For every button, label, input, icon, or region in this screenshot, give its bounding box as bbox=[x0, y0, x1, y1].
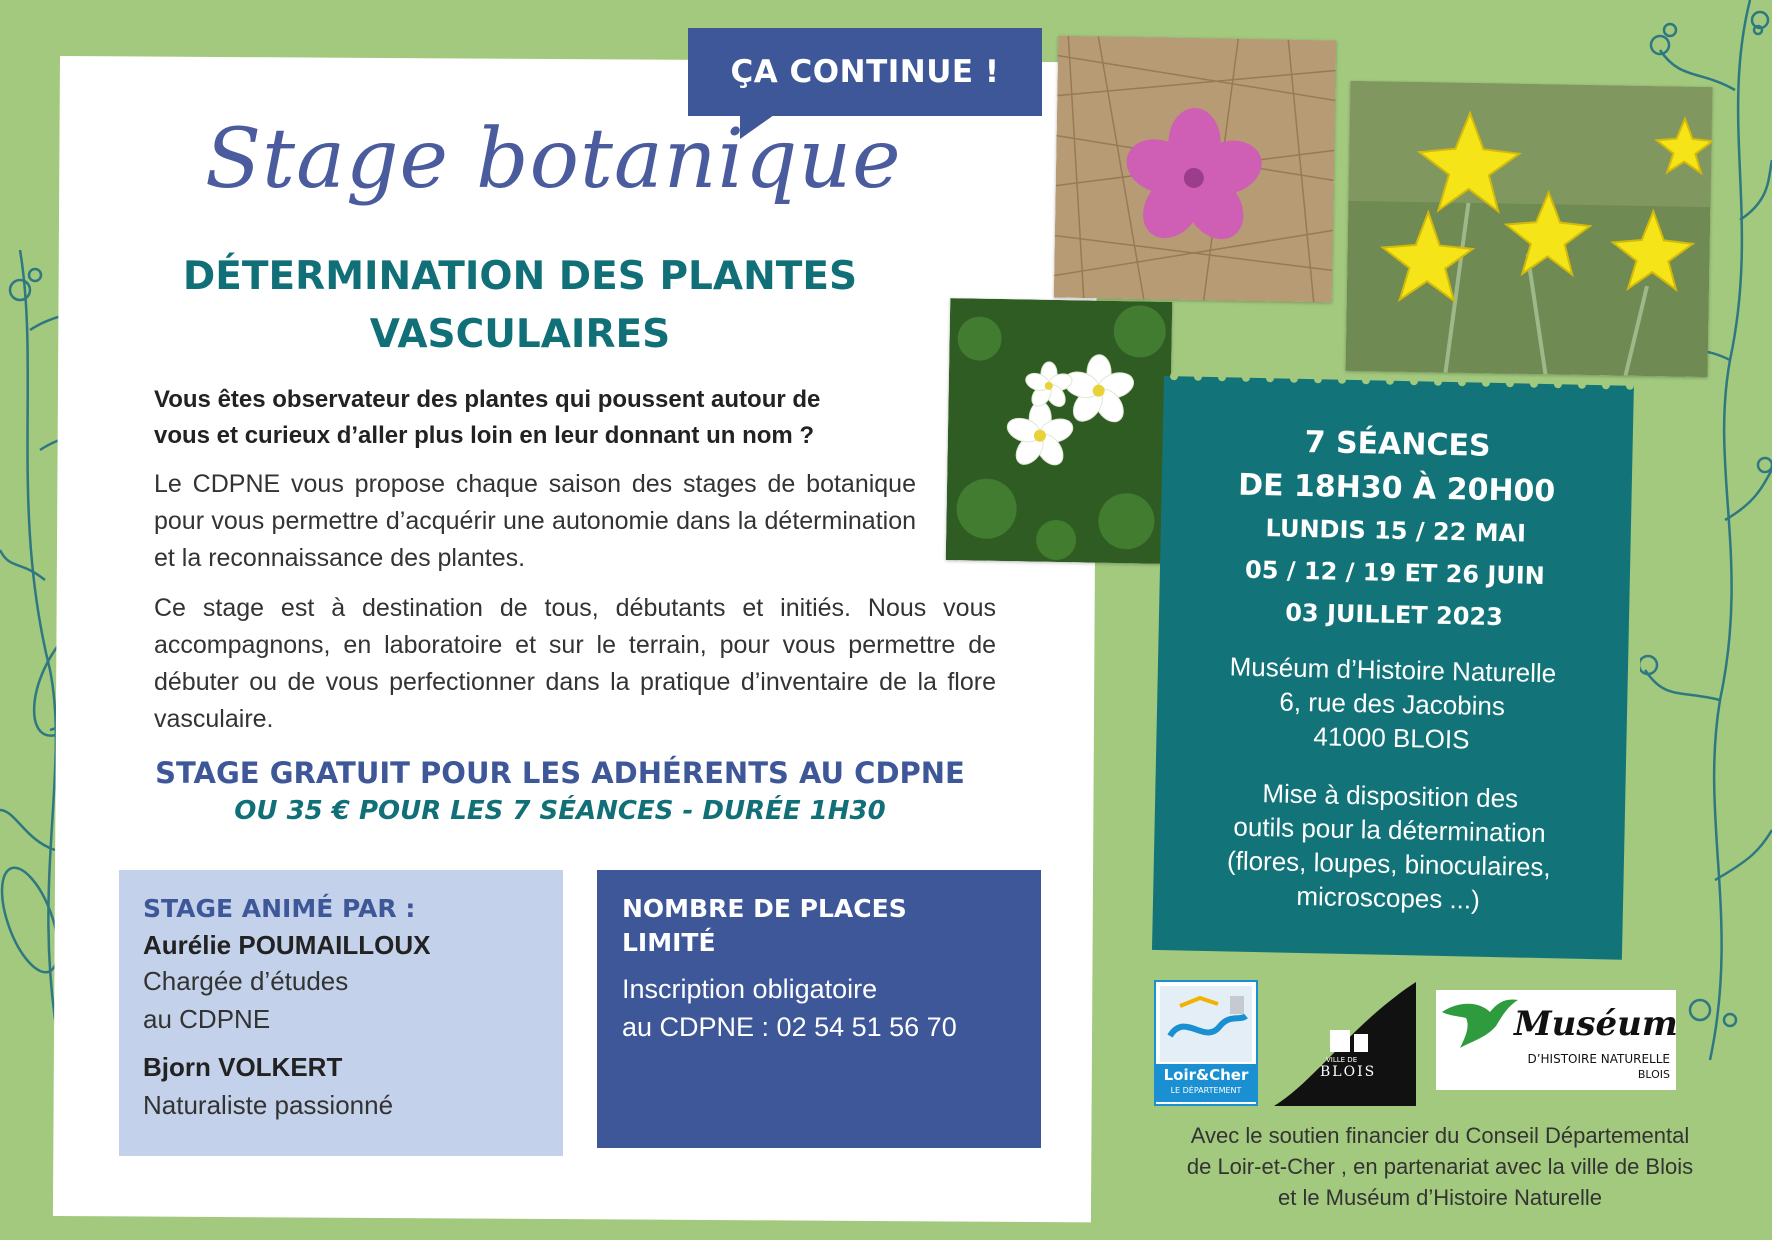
support-line2: de Loir-et-Cher , en partenariat avec la ville de Blois bbox=[1186, 1154, 1694, 1179]
animators-heading: STAGE ANIMÉ PAR : bbox=[143, 894, 416, 923]
animator-2-role: Naturaliste passionné bbox=[143, 1090, 394, 1120]
sessions-count: 7 SÉANCES bbox=[1304, 424, 1491, 464]
location-line3: 41000 BLOIS bbox=[1313, 721, 1470, 755]
places-text-line1: Inscription obligatoire bbox=[622, 974, 878, 1004]
support-line3: et le Muséum d’Histoire Naturelle bbox=[1277, 1185, 1603, 1210]
main-title bbox=[152, 248, 888, 364]
museum-name: Muséum bbox=[1514, 1004, 1678, 1044]
places-heading-line2: LIMITÉ bbox=[622, 928, 716, 957]
blois-name: BLOIS bbox=[1320, 1064, 1377, 1080]
tools-info bbox=[1153, 774, 1626, 920]
paragraph-2: Ce stage est à destination de tous, débutants et initiés. Nous vous accompagnons, en laboratoire et sur le terrain, pour vous permettre de débuter ou de vous perfectionner dans la pratique d’inventaire de la flore vasculaire. bbox=[154, 594, 996, 733]
places-text-line2: au CDPNE : 02 54 51 56 70 bbox=[622, 1012, 957, 1042]
animator-1-name: Aurélie POUMAILLOUX bbox=[143, 930, 431, 960]
title-line2: VASCULAIRES bbox=[369, 312, 671, 357]
title-line1: DÉTERMINATION DES PLANTES bbox=[182, 254, 858, 299]
museum-city: BLOIS bbox=[1637, 1068, 1670, 1081]
schedule-panel bbox=[1152, 376, 1634, 960]
support-text bbox=[1126, 1120, 1754, 1213]
continue-badge bbox=[688, 28, 1042, 116]
intro-text bbox=[154, 382, 922, 454]
animators-box bbox=[119, 870, 563, 1156]
places-text bbox=[622, 970, 957, 1046]
continue-badge-text: ÇA CONTINUE ! bbox=[730, 54, 1000, 90]
logo-blois bbox=[1274, 982, 1416, 1106]
places-heading-line1: NOMBRE DE PLACES bbox=[622, 894, 907, 923]
loir-cher-sub: LE DÉPARTEMENT bbox=[1170, 1086, 1242, 1095]
dates-june: 05 / 12 / 19 ET 26 JUIN bbox=[1244, 555, 1546, 591]
logo-loir-et-cher bbox=[1154, 980, 1258, 1106]
photo-white-flowers bbox=[946, 298, 1173, 564]
dates-may: LUNDIS 15 / 22 MAI bbox=[1265, 514, 1527, 548]
animator-1-role-line1: Chargée d’études bbox=[143, 966, 349, 996]
blois-logo-shape bbox=[1274, 982, 1416, 1106]
script-title: Stage botanique bbox=[205, 112, 902, 207]
intro-line1: Vous êtes observateur des plantes qui poussent autour de bbox=[154, 386, 821, 413]
tools-line2: outils pour la détermination bbox=[1233, 811, 1546, 849]
location-line1: Muséum d’Histoire Naturelle bbox=[1229, 651, 1557, 689]
session-hours: DE 18H30 À 20H00 bbox=[1237, 467, 1556, 510]
tools-line3: (flores, loupes, binoculaires, bbox=[1226, 845, 1551, 883]
paragraph-1: Le CDPNE vous propose chaque saison des stages de botanique pour vous permettre d’acquérir une autonomie dans la détermination et la reconnaissance des plantes. bbox=[154, 470, 916, 572]
tools-line1: Mise à disposition des bbox=[1262, 778, 1519, 814]
photo-pink-flower bbox=[1054, 36, 1337, 303]
loir-cher-name: Loir&Cher bbox=[1163, 1066, 1249, 1084]
price-info: OU 35 € POUR LES 7 SÉANCES - DURÉE 1H30 bbox=[234, 796, 886, 826]
bird-icon bbox=[1440, 992, 1520, 1052]
tools-line4: microscopes ...) bbox=[1296, 880, 1481, 915]
logo-museum bbox=[1436, 990, 1676, 1090]
location-line2: 6, rue des Jacobins bbox=[1279, 686, 1506, 722]
animator-1-role-line2: au CDPNE bbox=[143, 1004, 271, 1034]
support-line1: Avec le soutien financier du Conseil Départemental bbox=[1190, 1123, 1690, 1148]
photo-yellow-flowers bbox=[1345, 81, 1712, 377]
animator-2-name: Bjorn VOLKERT bbox=[143, 1052, 343, 1082]
free-offer: STAGE GRATUIT POUR LES ADHÉRENTS AU CDPNE bbox=[155, 756, 965, 790]
loir-cher-emblem bbox=[1160, 986, 1252, 1062]
blois-ville-de: VILLE DE bbox=[1326, 1056, 1358, 1064]
dates-july: 03 JUILLET 2023 bbox=[1284, 598, 1504, 632]
places-heading bbox=[622, 892, 907, 960]
museum-sub: D’HISTOIRE NATURELLE bbox=[1527, 1052, 1670, 1066]
places-box bbox=[597, 870, 1041, 1148]
intro-line2: vous et curieux d’aller plus loin en leur donnant un nom ? bbox=[154, 422, 815, 449]
location bbox=[1156, 648, 1628, 760]
